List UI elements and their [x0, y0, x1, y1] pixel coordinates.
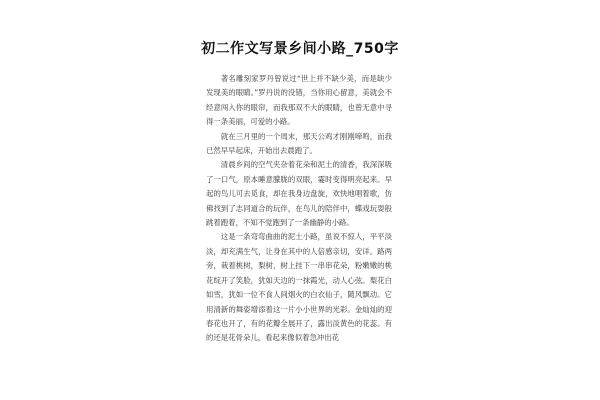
paragraph: 清晨乡间的空气夹杂着花朵和泥土的清香，我深深吸了一口气，原本睡意朦胧的双眼，霎时变得明亮起来。早起的鸟儿可去觅食，却在我身边盘旋，欢快地唱着歌，仿佛找到了志同道合的玩伴，在鸟儿的陪伴中，蝶戏玩耍般跳着跑着，不知不觉跑到了一条幽静的小路。 [206, 160, 392, 228]
paragraph: 就在三月里的一个周末，那天公鸡才刚刚啼鸣，而我已然早早起床，开始出去晨跑了。 [206, 131, 392, 156]
document-title: 初二作文写景乡间小路_750字 [201, 41, 399, 57]
paragraph: 这是一条弯弯曲曲的泥土小路，虽说不惊人，平平淡淡，却充满生气，让身在其中的人倍感亲切，安详。路两旁，栽着桃树，梨树，树上挂下一串串花朵，粉嫩嫩的桃花绽开了笑脸，犹如天边的一抹霞光，动人心弦。梨花白如雪，犹如一位不食人间烟火的白衣仙子，随风飘动。它用清新的舞姿增添着这一片小小世界的光彩。金灿灿的迎春花也开了，有的花瓣全展开了，露出淡黄色的花蕊。有的还是花骨朵儿，看起来像似着急冲出花 [206, 232, 392, 343]
document-body [206, 72, 392, 346]
paragraph: 著名雕刻家罗丹曾说过“世上并不缺少美，而是缺少发现美的眼睛。”罗丹说的没错，当你用心留意，美就会不经意闯入你的眼帘，而我那双不大的眼睛，也曾无意中寻得一条美丽，可爱的小路。 [206, 74, 392, 127]
